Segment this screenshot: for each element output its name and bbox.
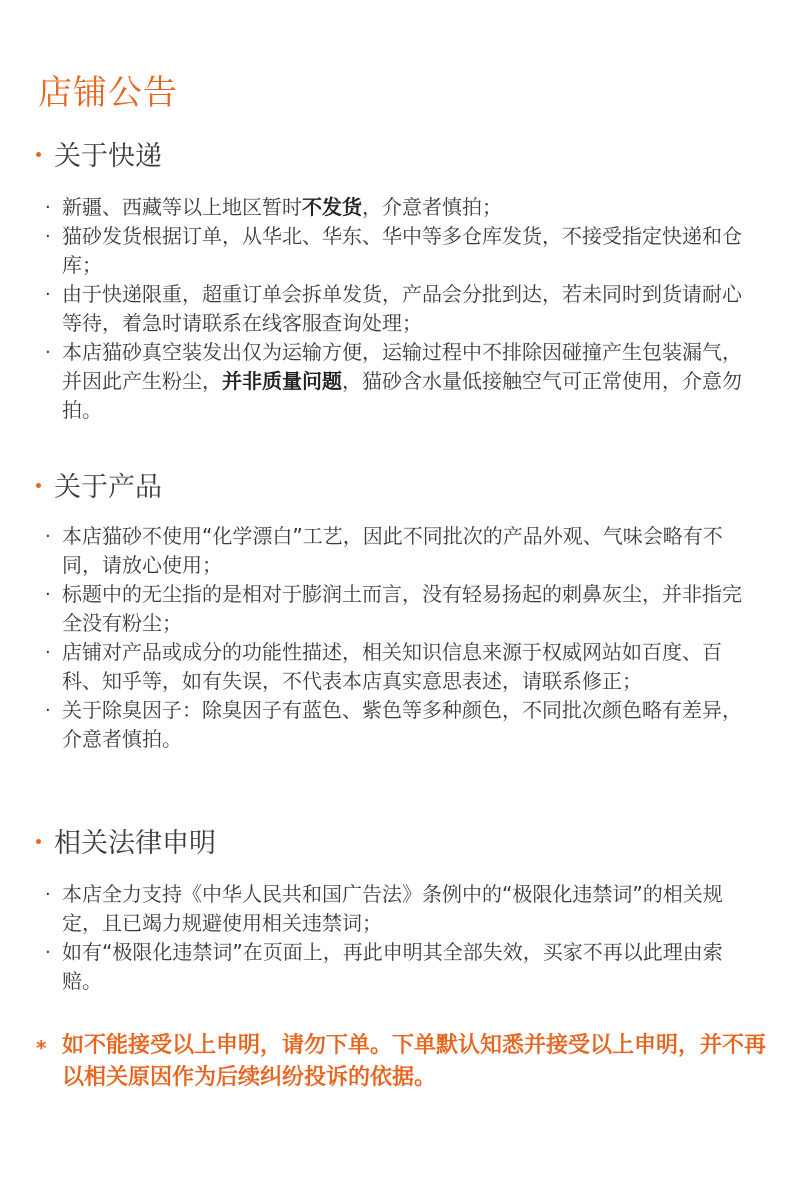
item-text: 店铺对产品或成分的功能性描述，相关知识信息来源于权威网站如百度、百科、知乎等，如有失误，不代表本店真实意思表述，请联系修正； [62,640,722,693]
asterisk-icon: * [36,1036,47,1060]
bullet-dot-icon [36,839,41,844]
bullet-mark: · [45,884,51,905]
section-heading-product [36,469,162,507]
bullet-dot-icon [36,152,41,157]
section-heading-text: 关于产品 [54,472,162,503]
item-text: 本店猫砂不使用“化学漂白”工艺，因此不同批次的产品外观、气味会略有不同，请放心使用； [62,524,723,577]
section-list-shipping [40,193,750,425]
list-item [40,638,750,696]
bullet-mark: · [45,584,51,605]
bullet-mark: · [45,342,51,363]
section-heading-legal [36,825,216,863]
bullet-mark: · [45,226,51,247]
list-item [40,280,750,338]
section-heading-text: 相关法律申明 [54,828,216,859]
item-text: 猫砂发货根据订单，从华北、华东、华中等多仓库发货，不接受指定快递和仓库； [62,224,742,277]
bullet-mark: · [45,197,51,218]
bullet-mark: · [45,642,51,663]
bullet-mark: · [45,700,51,721]
item-text: 如有“极限化违禁词”在页面上，再此申明其全部失效，买家不再以此理由索赔。 [62,940,723,993]
item-text: 关于除臭因子：除臭因子有蓝色、紫色等多种颜色，不同批次颜色略有差异，介意者慎拍。 [62,698,742,751]
item-text: 本店全力支持《中华人民共和国广告法》条例中的“极限化违禁词”的相关规定，且已竭力规避使用相关违禁词； [62,882,723,935]
section-heading-shipping [36,138,162,176]
section-heading-text: 关于快递 [54,141,162,172]
item-emphasis: 不发货 [302,195,362,219]
bullet-mark: · [45,942,51,963]
section-list-legal [40,880,750,996]
notice-text: 如不能接受以上申明，请勿下单。下单默认知悉并接受以上申明，并不再以相关原因作为后续纠纷投诉的依据。 [62,1033,767,1090]
list-item [40,193,750,222]
item-text: 新疆、西藏等以上地区暂时 [62,195,302,219]
item-emphasis: 并非质量问题 [222,369,342,393]
list-item [40,880,750,938]
list-item [40,338,750,425]
purchase-notice [36,1030,776,1094]
list-item [40,222,750,280]
bullet-mark: · [45,526,51,547]
item-text-tail: ，介意者慎拍； [362,195,502,219]
list-item [40,696,750,754]
bullet-mark: · [45,284,51,305]
list-item [40,938,750,996]
item-text-tail: ，猫砂含水量低接触空气可正常使用，介意勿拍。 [62,369,742,422]
list-item [40,580,750,638]
page-title: 店铺公告 [38,73,178,113]
bullet-dot-icon [36,483,41,488]
section-list-product [40,522,750,754]
item-text: 由于快递限重，超重订单会拆单发货，产品会分批到达，若未同时到货请耐心等待，着急时请联系在线客服查询处理； [62,282,742,335]
list-item [40,522,750,580]
item-text: 本店猫砂真空装发出仅为运输方便，运输过程中不排除因碰撞产生包装漏气，并因此产生粉尘， [62,340,742,393]
item-text: 标题中的无尘指的是相对于膨润土而言，没有轻易扬起的刺鼻灰尘，并非指完全没有粉尘； [62,582,742,635]
